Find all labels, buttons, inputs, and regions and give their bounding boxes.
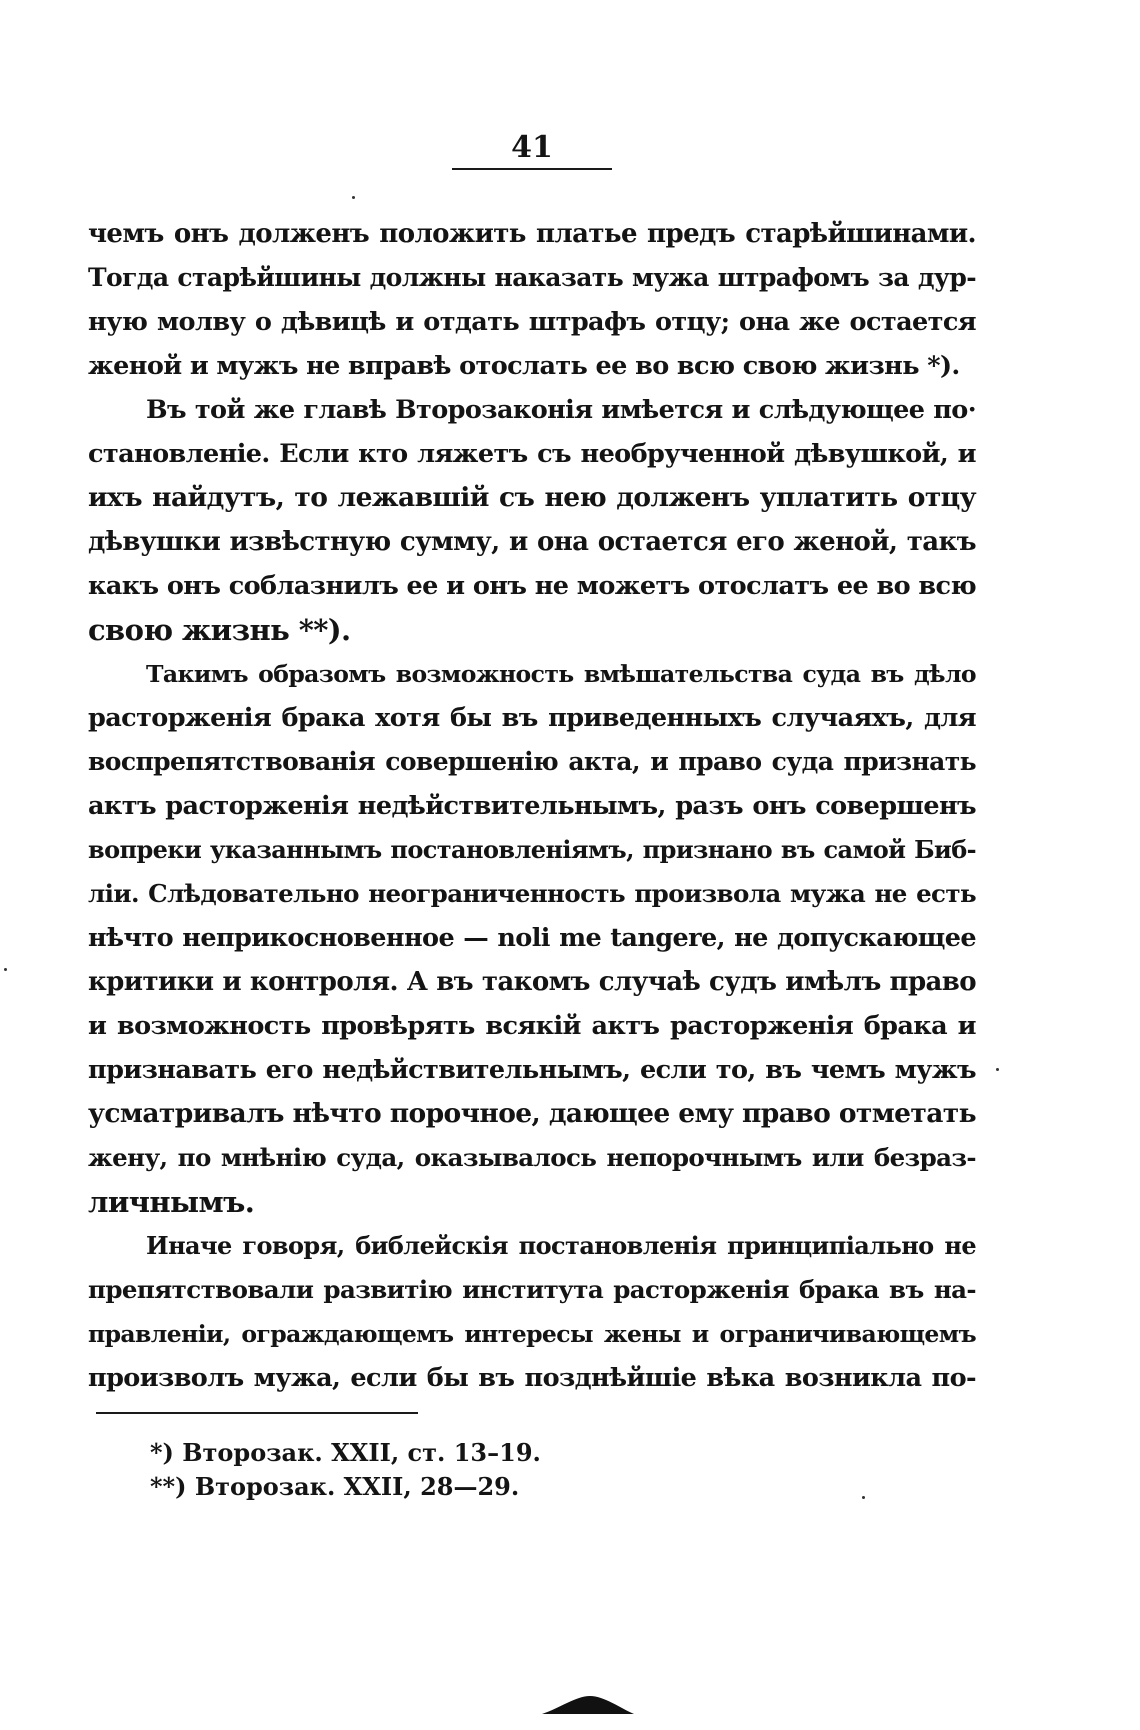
text-line: критики и контроля. А въ такомъ случаѣ судъ имѣлъ право <box>88 967 976 997</box>
footnotes <box>150 1436 541 1504</box>
text-line: Тогда старѣйшины должны наказать мужа штрафомъ за дур- <box>88 263 976 292</box>
footnote-2: **) Второзак. XXII, 28—29. <box>150 1472 520 1501</box>
print-speck <box>996 1068 999 1071</box>
text-line: свою жизнь **). <box>88 613 351 647</box>
text-line: чемъ онъ долженъ положить платье предъ старѣйшинами. <box>88 219 976 249</box>
text-line: ліи. Слѣдовательно неограниченность произвола мужа не есть <box>88 879 976 908</box>
text-line: произволъ мужа, если бы въ позднѣйшіе вѣка возникла по- <box>88 1363 976 1393</box>
text-line: и возможность провѣрять всякій актъ расторженія брака и <box>88 1011 976 1041</box>
text-line: ихъ найдутъ, то лежавшій съ нею долженъ уплатить отцу <box>88 482 976 513</box>
text-line: женой и мужъ не вправѣ отослать ее во всю свою жизнь *). <box>88 351 960 381</box>
print-speck <box>352 196 355 199</box>
text-line: дѣвушки извѣстную сумму, и она остается его женой, такъ <box>88 527 976 557</box>
text-line: Такимъ образомъ возможность вмѣшательства суда въ дѣло <box>146 660 976 688</box>
text-line: Въ той же главѣ Второзаконія имѣется и слѣдующее по· <box>146 395 976 425</box>
print-speck <box>862 1496 865 1499</box>
text-line: становленіе. Если кто ляжетъ съ необрученной дѣвушкой, и <box>88 439 976 469</box>
text-line: жену, по мнѣнію суда, оказывалось непорочнымъ или безраз- <box>88 1143 976 1172</box>
text-line: Иначе говоря, библейскія постановленія принципіально не <box>146 1231 976 1260</box>
text-line: признавать его недѣйствительнымъ, если то, въ чемъ мужъ <box>88 1055 976 1085</box>
text-line: личнымъ. <box>88 1185 255 1219</box>
page-number: 41 <box>511 130 553 165</box>
print-speck <box>4 968 7 971</box>
text-line: нѣчто неприкосновенное — noli me tangere, не допускающее <box>88 923 976 953</box>
text-line: ную молву о дѣвицѣ и отдать штрафъ отцу; она же остается <box>88 307 976 337</box>
text-line: препятствовали развитію института расторженія брака въ на- <box>88 1275 976 1304</box>
bottom-ornament <box>540 1694 636 1716</box>
text-line: усматривалъ нѣчто порочное, дающее ему право отметать <box>88 1098 976 1129</box>
text-line: воспрепятствованія совершенію акта, и право суда признать <box>88 747 976 776</box>
text-line: какъ онъ соблазнилъ ее и онъ не можетъ отослатъ ее во всю <box>88 571 976 601</box>
footnote-1: *) Второзак. XXII, ст. 13–19. <box>150 1438 541 1467</box>
header-rule <box>452 168 612 170</box>
text-line: актъ расторженія недѣйствительнымъ, разъ онъ совершенъ <box>88 791 976 821</box>
footnote-separator <box>96 1412 418 1414</box>
text-line: правленіи, ограждающемъ интересы жены и ограничивающемъ <box>88 1320 976 1348</box>
text-line: вопреки указаннымъ постановленіямъ, признано въ самой Биб- <box>88 835 976 864</box>
body-text <box>88 212 976 1400</box>
text-line: расторженія брака хотя бы въ приведенныхъ случаяхъ, для <box>88 703 976 733</box>
